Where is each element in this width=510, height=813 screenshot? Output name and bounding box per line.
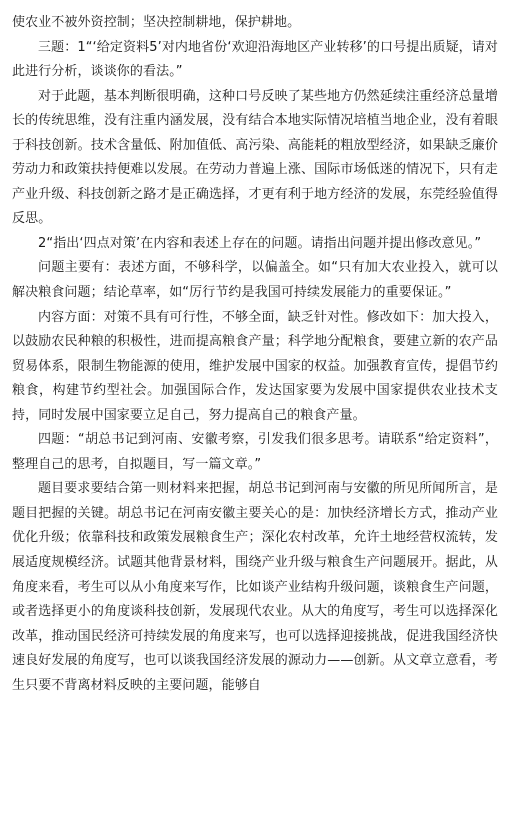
paragraph-answer-4: 题目要求要结合第一则材料来把握，胡总书记到河南与安徽的所见所闻所言，是题目把握的关键。胡总书记在河南安徽主要关心的是：加快经济增长方式，推动产业优化升级；依靠科技和政策发展粮食生产；深化农村改革，允许土地经营权流转，发展适度规模经济。试题其他背景材料，围绕产业升级与粮食生产问题展开。据此，从角度来看，考生可以从小角度来写作，比如谈产业结构升级问题，谈粮食生产问题，或者选择更小的角度谈科技创新，发展现代农业。从大的角度写，考生可以选择深化改革，推动国民经济可持续发展的角度来写，也可以选择迎接挑战，促进我国经济快速良好发展的角度写，也可以谈我国经济发展的源动力——创新。从文章立意看，考生只要不背离材料反映的主要问题，能够自 — [12, 481, 498, 693]
paragraph-question-4: 四题：“胡总书记到河南、安徽考察，引发我们很多思考。请联系“给定资料”，整理自己的思考，自拟题目，写一篇文章。” — [12, 432, 498, 472]
paragraph-question-3-1: 三题：1“‘给定资料5’对内地省份‘欢迎沿海地区产业转移’的口号提出质疑，请对此进行分析，谈谈你的看法。” — [12, 39, 498, 80]
paragraph-answer-3-2-content: 内容方面：对策不具有可行性，不够全面，缺乏针对性。修改如下：加大投入，以鼓励农民种粮的积极性，进而提高粮食产量；科学地分配粮食，要建立新的农产品贸易体系，限制生物能源的使用，维护发展中国家的权益。加强教育宣传，提倡节约粮食，构建节约型社会。加强国际合作，发达国家要为发展中国家提供农业技术支持，同时发展中国家要立足自己，努力提高自己的粮食产量。 — [12, 309, 498, 423]
paragraph-question-3-2: 2“指出‘四点对策’在内容和表述上存在的问题。请指出问题并提出修改意见。” — [38, 235, 482, 251]
paragraph-answer-3-1: 对于此题，基本判断很明确，这种口号反映了某些地方仍然延续注重经济总量增长的传统思维，没有注重内涵发展，没有结合本地实际情况培植当地企业，没有着眼于科技创新。技术含量低、附加值低、高污染、高能耗的粗放型经济，如果缺乏廉价劳动力和政策扶持便难以发展。在劳动力普遍上涨、国际市场低迷的情况下，只有走产业升级、科技创新之路才是正确选择，才更有利于地方经济的发展，东莞经验值得反思。 — [12, 88, 498, 227]
paragraph-answer-3-2-expression: 问题主要有：表述方面，不够科学，以偏盖全。如“只有加大农业投入，就可以解决粮食问题；结论草率，如“厉行节约是我国可持续发展能力的重要保证。” — [12, 260, 498, 301]
paragraph-1: 使农业不被外资控制；坚决控制耕地，保护耕地。 — [12, 15, 301, 30]
